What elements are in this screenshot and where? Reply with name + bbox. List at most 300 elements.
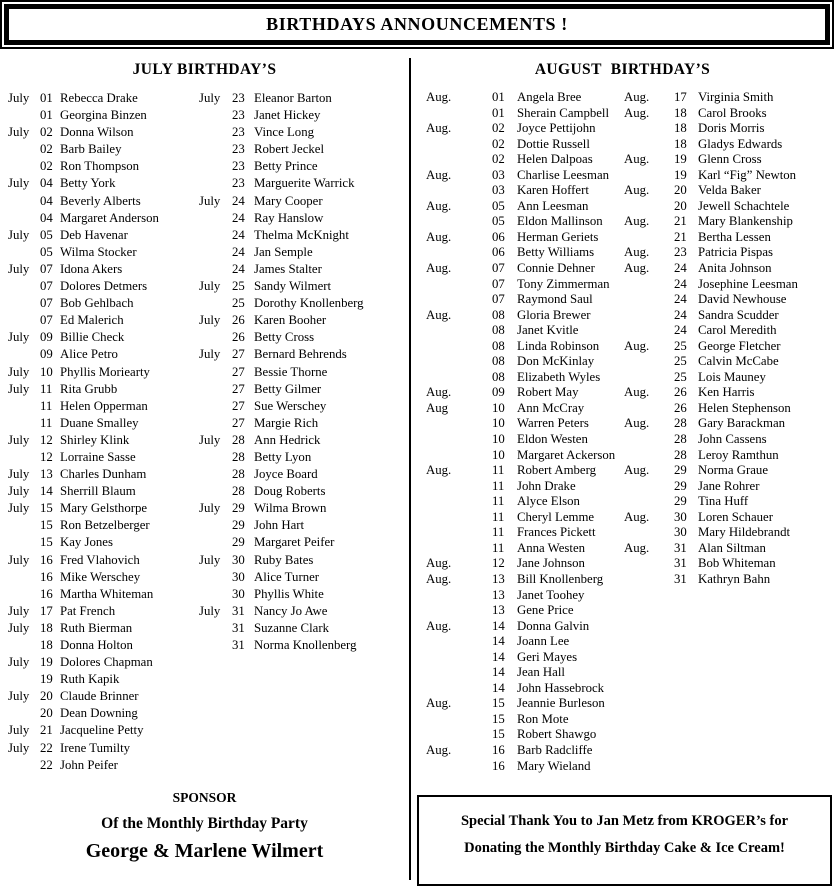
month-label (426, 137, 492, 153)
month-label (199, 466, 232, 483)
name-label: Patricia Pispas (698, 245, 773, 260)
day-label: 29 (232, 535, 245, 550)
birthday-row (8, 295, 199, 312)
birthday-row (426, 619, 624, 635)
birthday-row (426, 572, 624, 588)
day-label: 15 (40, 518, 53, 533)
month-label: Aug. (426, 696, 452, 711)
month-label (426, 106, 492, 122)
month-label (426, 759, 492, 775)
name-label: Karl “Fig” Newton (698, 167, 797, 182)
day-label: 14 (492, 680, 505, 695)
month-label (426, 432, 492, 448)
birthday-row (624, 479, 834, 495)
day-label: 25 (674, 369, 687, 384)
name-label: Bertha Lessen (698, 229, 771, 244)
birthday-row (624, 416, 834, 432)
name-label: Margaret Anderson (60, 210, 159, 225)
birthday-row (199, 534, 409, 551)
month-label: July (8, 91, 30, 105)
name-label: Janet Hickey (254, 108, 321, 123)
month-label (624, 525, 674, 541)
name-label: Alan Siltman (698, 540, 766, 555)
month-label: Aug. (426, 229, 452, 244)
birthday-row (8, 312, 199, 329)
month-label (8, 637, 40, 654)
day-label: 30 (232, 586, 245, 601)
name-label: Donna Wilson (60, 125, 134, 140)
name-label: David Newhouse (698, 292, 787, 307)
month-label (8, 757, 40, 774)
month-label (624, 572, 674, 588)
month-label: Aug. (624, 416, 650, 431)
birthday-row (624, 183, 834, 199)
day-label: 07 (492, 261, 505, 276)
month-label (624, 121, 674, 137)
name-label: Helen Opperman (60, 398, 148, 413)
day-label: 07 (492, 276, 505, 291)
month-label (624, 199, 674, 215)
birthday-row (8, 466, 199, 483)
day-label: 30 (232, 552, 245, 567)
birthday-row (8, 654, 199, 671)
month-label: Aug. (624, 338, 650, 353)
month-label (426, 323, 492, 339)
name-label: Joyce Pettijohn (517, 121, 596, 136)
day-label: 07 (40, 261, 53, 276)
day-label: 19 (40, 655, 53, 670)
month-label (8, 107, 40, 124)
birthday-row (426, 588, 624, 604)
name-label: Bill Knollenberg (517, 571, 604, 586)
day-label: 13 (492, 571, 505, 586)
day-label: 05 (492, 198, 505, 213)
birthday-row (624, 339, 834, 355)
month-label: Aug. (426, 742, 452, 757)
day-label: 15 (40, 535, 53, 550)
name-label: Nancy Jo Awe (254, 603, 328, 618)
name-label: Robert Shawgo (517, 727, 597, 742)
name-label: Tony Zimmerman (517, 276, 610, 291)
month-label: Aug (426, 400, 449, 415)
day-label: 27 (232, 381, 245, 396)
day-label: 27 (232, 347, 245, 362)
day-label: 18 (40, 620, 53, 635)
name-label: John Peifer (60, 757, 118, 772)
name-label: Jan Semple (254, 244, 313, 259)
day-label: 25 (232, 296, 245, 311)
name-label: Phyllis White (254, 586, 324, 601)
day-label: 30 (232, 569, 245, 584)
birthday-row (426, 121, 624, 137)
name-label: Helen Dalpoas (517, 152, 593, 167)
month-label: July (8, 501, 30, 516)
month-label: July (8, 467, 30, 482)
name-label: Bob Whiteman (698, 556, 776, 571)
birthday-row (8, 329, 199, 346)
day-label: 29 (232, 501, 245, 516)
birthday-row (199, 552, 409, 569)
birthday-row (624, 572, 834, 588)
month-label (199, 295, 232, 312)
day-label: 15 (492, 727, 505, 742)
month-label (8, 346, 40, 363)
birthday-row (624, 525, 834, 541)
birthday-row (8, 124, 199, 141)
name-label: Deb Havenar (60, 227, 128, 242)
month-label (8, 415, 40, 432)
birthday-row (426, 416, 624, 432)
day-label: 28 (232, 432, 245, 447)
name-label: Velda Baker (698, 183, 761, 198)
name-label: Connie Dehner (517, 261, 595, 276)
birthday-row (8, 705, 199, 722)
month-label: July (199, 91, 221, 105)
month-label (624, 230, 674, 246)
day-label: 11 (40, 381, 53, 396)
name-label: Mary Wieland (517, 758, 591, 773)
month-label (199, 569, 232, 586)
day-label: 16 (40, 569, 53, 584)
birthday-row (8, 398, 199, 415)
day-label: 24 (232, 244, 245, 259)
day-label: 26 (674, 385, 687, 400)
month-label: Aug. (624, 105, 650, 120)
name-label: Eleanor Barton (254, 91, 332, 105)
birthday-row (426, 603, 624, 619)
day-label: 27 (232, 364, 245, 379)
name-label: Angela Bree (517, 90, 582, 104)
day-label: 04 (40, 210, 53, 225)
birthday-row (199, 381, 409, 398)
month-label (624, 494, 674, 510)
name-label: Ann Leesman (517, 198, 589, 213)
birthday-row (426, 339, 624, 355)
birthday-row (199, 124, 409, 141)
month-label (199, 517, 232, 534)
month-label: Aug. (426, 463, 452, 478)
day-label: 22 (40, 757, 53, 772)
day-label: 01 (492, 90, 505, 104)
birthday-row (426, 168, 624, 184)
name-label: Charlise Leesman (517, 167, 610, 182)
month-label (199, 620, 232, 637)
birthday-row (624, 463, 834, 479)
name-label: Gary Barackman (698, 416, 786, 431)
month-label: Aug. (624, 245, 650, 260)
name-label: Mary Blankenship (698, 214, 793, 229)
name-label: Joann Lee (517, 634, 570, 649)
name-label: Barb Bailey (60, 142, 122, 157)
day-label: 27 (232, 398, 245, 413)
day-label: 20 (40, 689, 53, 704)
birthday-row (8, 534, 199, 551)
birthday-row (624, 401, 834, 417)
birthday-row (199, 432, 409, 449)
name-label: Idona Akers (60, 261, 123, 276)
name-label: Norma Knollenberg (254, 638, 357, 652)
name-label: Billie Check (60, 330, 125, 345)
name-label: Karen Hoffert (517, 183, 589, 198)
name-label: Marguerite Warrick (254, 176, 355, 191)
birthday-row (426, 665, 624, 681)
day-label: 01 (40, 108, 53, 123)
birthday-row (199, 329, 409, 346)
thank-you-line-1: Special Thank You to Jan Metz from KROGER’s for (460, 813, 789, 830)
name-label: Carol Meredith (698, 323, 777, 338)
birthday-row (426, 308, 624, 324)
birthday-row (8, 552, 199, 569)
birthday-row (8, 244, 199, 261)
birthday-row (8, 449, 199, 466)
birthday-row (426, 541, 624, 557)
month-label (8, 705, 40, 722)
month-label (426, 214, 492, 230)
month-label (199, 483, 232, 500)
name-label: Mary Cooper (254, 193, 323, 208)
day-label: 28 (674, 447, 687, 462)
name-label: Ken Harris (698, 385, 755, 400)
birthday-row (426, 261, 624, 277)
name-label: Ron Betzelberger (60, 518, 150, 533)
day-label: 02 (492, 136, 505, 151)
day-label: 24 (674, 292, 687, 307)
day-label: 31 (232, 603, 245, 618)
birthday-row (624, 432, 834, 448)
birthday-row (199, 483, 409, 500)
day-label: 25 (232, 279, 245, 294)
month-label: Aug. (624, 183, 650, 198)
birthday-row (8, 637, 199, 654)
birthday-row (8, 90, 199, 107)
birthday-row (199, 244, 409, 261)
day-label: 05 (492, 214, 505, 229)
birthday-row (199, 364, 409, 381)
month-label (624, 448, 674, 464)
day-label: 29 (674, 494, 687, 509)
birthday-row (199, 261, 409, 278)
birthday-row (8, 193, 199, 210)
day-label: 24 (674, 276, 687, 291)
name-label: Mary Hildebrandt (698, 525, 791, 540)
august-title: AUGUST BIRTHDAY’S (534, 61, 711, 78)
name-label: Irene Tumilty (60, 740, 131, 755)
name-label: Raymond Saul (517, 292, 593, 307)
august-section (411, 58, 834, 880)
name-label: Jane Johnson (517, 556, 585, 571)
day-label: 31 (232, 620, 245, 635)
day-label: 14 (492, 618, 505, 633)
birthday-row (8, 364, 199, 381)
day-label: 31 (674, 556, 687, 571)
name-label: Sandra Scudder (698, 307, 779, 322)
august-column-2 (624, 90, 834, 774)
name-label: Robert Amberg (517, 463, 597, 478)
birthday-row (426, 494, 624, 510)
birthday-row (426, 199, 624, 215)
month-label: July (8, 603, 30, 618)
birthday-row (426, 354, 624, 370)
name-label: Kathryn Bahn (698, 571, 771, 586)
day-label: 24 (674, 323, 687, 338)
day-label: 16 (40, 552, 53, 567)
sponsor-block (0, 790, 409, 863)
birthday-row (624, 494, 834, 510)
birthday-row (8, 569, 199, 586)
name-label: Dorothy Knollenberg (254, 296, 364, 311)
month-label: July (199, 347, 221, 362)
birthday-row (426, 277, 624, 293)
birthday-row (426, 292, 624, 308)
name-label: John Cassens (698, 432, 767, 447)
birthday-row (199, 141, 409, 158)
name-label: Herman Geriets (517, 229, 599, 244)
birthday-row (199, 586, 409, 603)
month-label (8, 449, 40, 466)
month-label: Aug. (426, 307, 452, 322)
name-label: Sherrill Blaum (60, 484, 136, 499)
day-label: 28 (232, 449, 245, 464)
month-label: July (199, 552, 221, 567)
name-label: Dolores Detmers (60, 279, 148, 294)
month-label (426, 354, 492, 370)
birthday-row (199, 158, 409, 175)
name-label: Betty Prince (254, 159, 318, 174)
month-label (426, 510, 492, 526)
day-label: 21 (674, 229, 687, 244)
birthday-row (199, 637, 409, 654)
birthday-row (426, 448, 624, 464)
month-label: July (199, 313, 221, 328)
month-label: July (8, 432, 30, 447)
birthday-row (8, 740, 199, 757)
birthday-row (8, 107, 199, 124)
name-label: Lorraine Sasse (60, 449, 136, 464)
month-label: July (199, 501, 221, 516)
birthday-row (199, 346, 409, 363)
month-label (199, 244, 232, 261)
birthday-row (8, 620, 199, 637)
day-label: 16 (40, 586, 53, 601)
birthday-row (624, 541, 834, 557)
birthday-row (426, 370, 624, 386)
name-label: Loren Schauer (698, 509, 773, 524)
birthday-row (426, 634, 624, 650)
month-label (426, 183, 492, 199)
month-label (8, 210, 40, 227)
name-label: Leroy Ramthun (698, 447, 779, 462)
name-label: Don McKinlay (517, 354, 595, 369)
month-label (624, 308, 674, 324)
day-label: 08 (492, 323, 505, 338)
day-label: 24 (232, 227, 245, 242)
month-label (624, 401, 674, 417)
month-label (426, 525, 492, 541)
day-label: 16 (492, 758, 505, 773)
day-label: 03 (492, 167, 505, 182)
day-label: 18 (674, 136, 687, 151)
day-label: 08 (492, 338, 505, 353)
month-label (8, 398, 40, 415)
month-label: July (8, 655, 30, 670)
month-label: Aug. (624, 463, 650, 478)
july-columns (0, 90, 409, 774)
name-label: Cheryl Lemme (517, 509, 595, 524)
birthday-row (426, 525, 624, 541)
month-label: July (199, 279, 221, 294)
month-label (8, 193, 40, 210)
month-label (426, 727, 492, 743)
name-label: Ruth Kapik (60, 672, 120, 687)
name-label: Norma Graue (698, 463, 768, 478)
name-label: Wilma Stocker (60, 244, 137, 259)
day-label: 02 (40, 159, 53, 174)
birthday-row (199, 227, 409, 244)
day-label: 23 (232, 142, 245, 157)
birthday-row (624, 448, 834, 464)
name-label: John Hassebrock (517, 680, 605, 695)
birthday-row (426, 152, 624, 168)
name-label: Gloria Brewer (517, 307, 591, 322)
name-label: Betty Lyon (254, 449, 312, 464)
day-label: 28 (232, 467, 245, 482)
day-label: 27 (232, 415, 245, 430)
day-label: 02 (492, 121, 505, 136)
day-label: 07 (492, 292, 505, 307)
name-label: Robert Jeckel (254, 142, 325, 157)
day-label: 28 (674, 416, 687, 431)
day-label: 02 (492, 152, 505, 167)
birthday-row (8, 757, 199, 774)
birthday-row (624, 230, 834, 246)
sponsor-subheading: Of the Monthly Birthday Party (101, 814, 308, 832)
birthday-row (426, 385, 624, 401)
day-label: 10 (492, 400, 505, 415)
birthday-row (624, 323, 834, 339)
day-label: 13 (492, 603, 505, 618)
name-label: Barb Radcliffe (517, 742, 593, 757)
name-label: Charles Dunham (60, 467, 147, 482)
day-label: 29 (674, 463, 687, 478)
name-label: Jacqueline Petty (60, 723, 144, 738)
day-label: 24 (232, 261, 245, 276)
name-label: Georgina Binzen (60, 108, 147, 123)
birthday-row (199, 278, 409, 295)
day-label: 29 (232, 518, 245, 533)
birthday-row (624, 385, 834, 401)
name-label: Eldon Mallinson (517, 214, 603, 229)
month-label: Aug. (624, 509, 650, 524)
birthday-row (624, 168, 834, 184)
day-label: 02 (40, 125, 53, 140)
month-label (624, 479, 674, 495)
birthday-row (426, 183, 624, 199)
month-label (426, 681, 492, 697)
name-label: Ron Mote (517, 711, 569, 726)
month-label (199, 124, 232, 141)
name-label: Joyce Board (254, 467, 318, 482)
name-label: Margaret Ackerson (517, 447, 616, 462)
month-label (8, 312, 40, 329)
day-label: 12 (40, 432, 53, 447)
birthday-row (199, 449, 409, 466)
name-label: Ray Hanslow (254, 210, 324, 225)
name-label: Janet Kvitle (517, 323, 579, 338)
name-label: Kay Jones (60, 535, 113, 550)
day-label: 26 (232, 330, 245, 345)
day-label: 08 (492, 369, 505, 384)
month-label (8, 278, 40, 295)
